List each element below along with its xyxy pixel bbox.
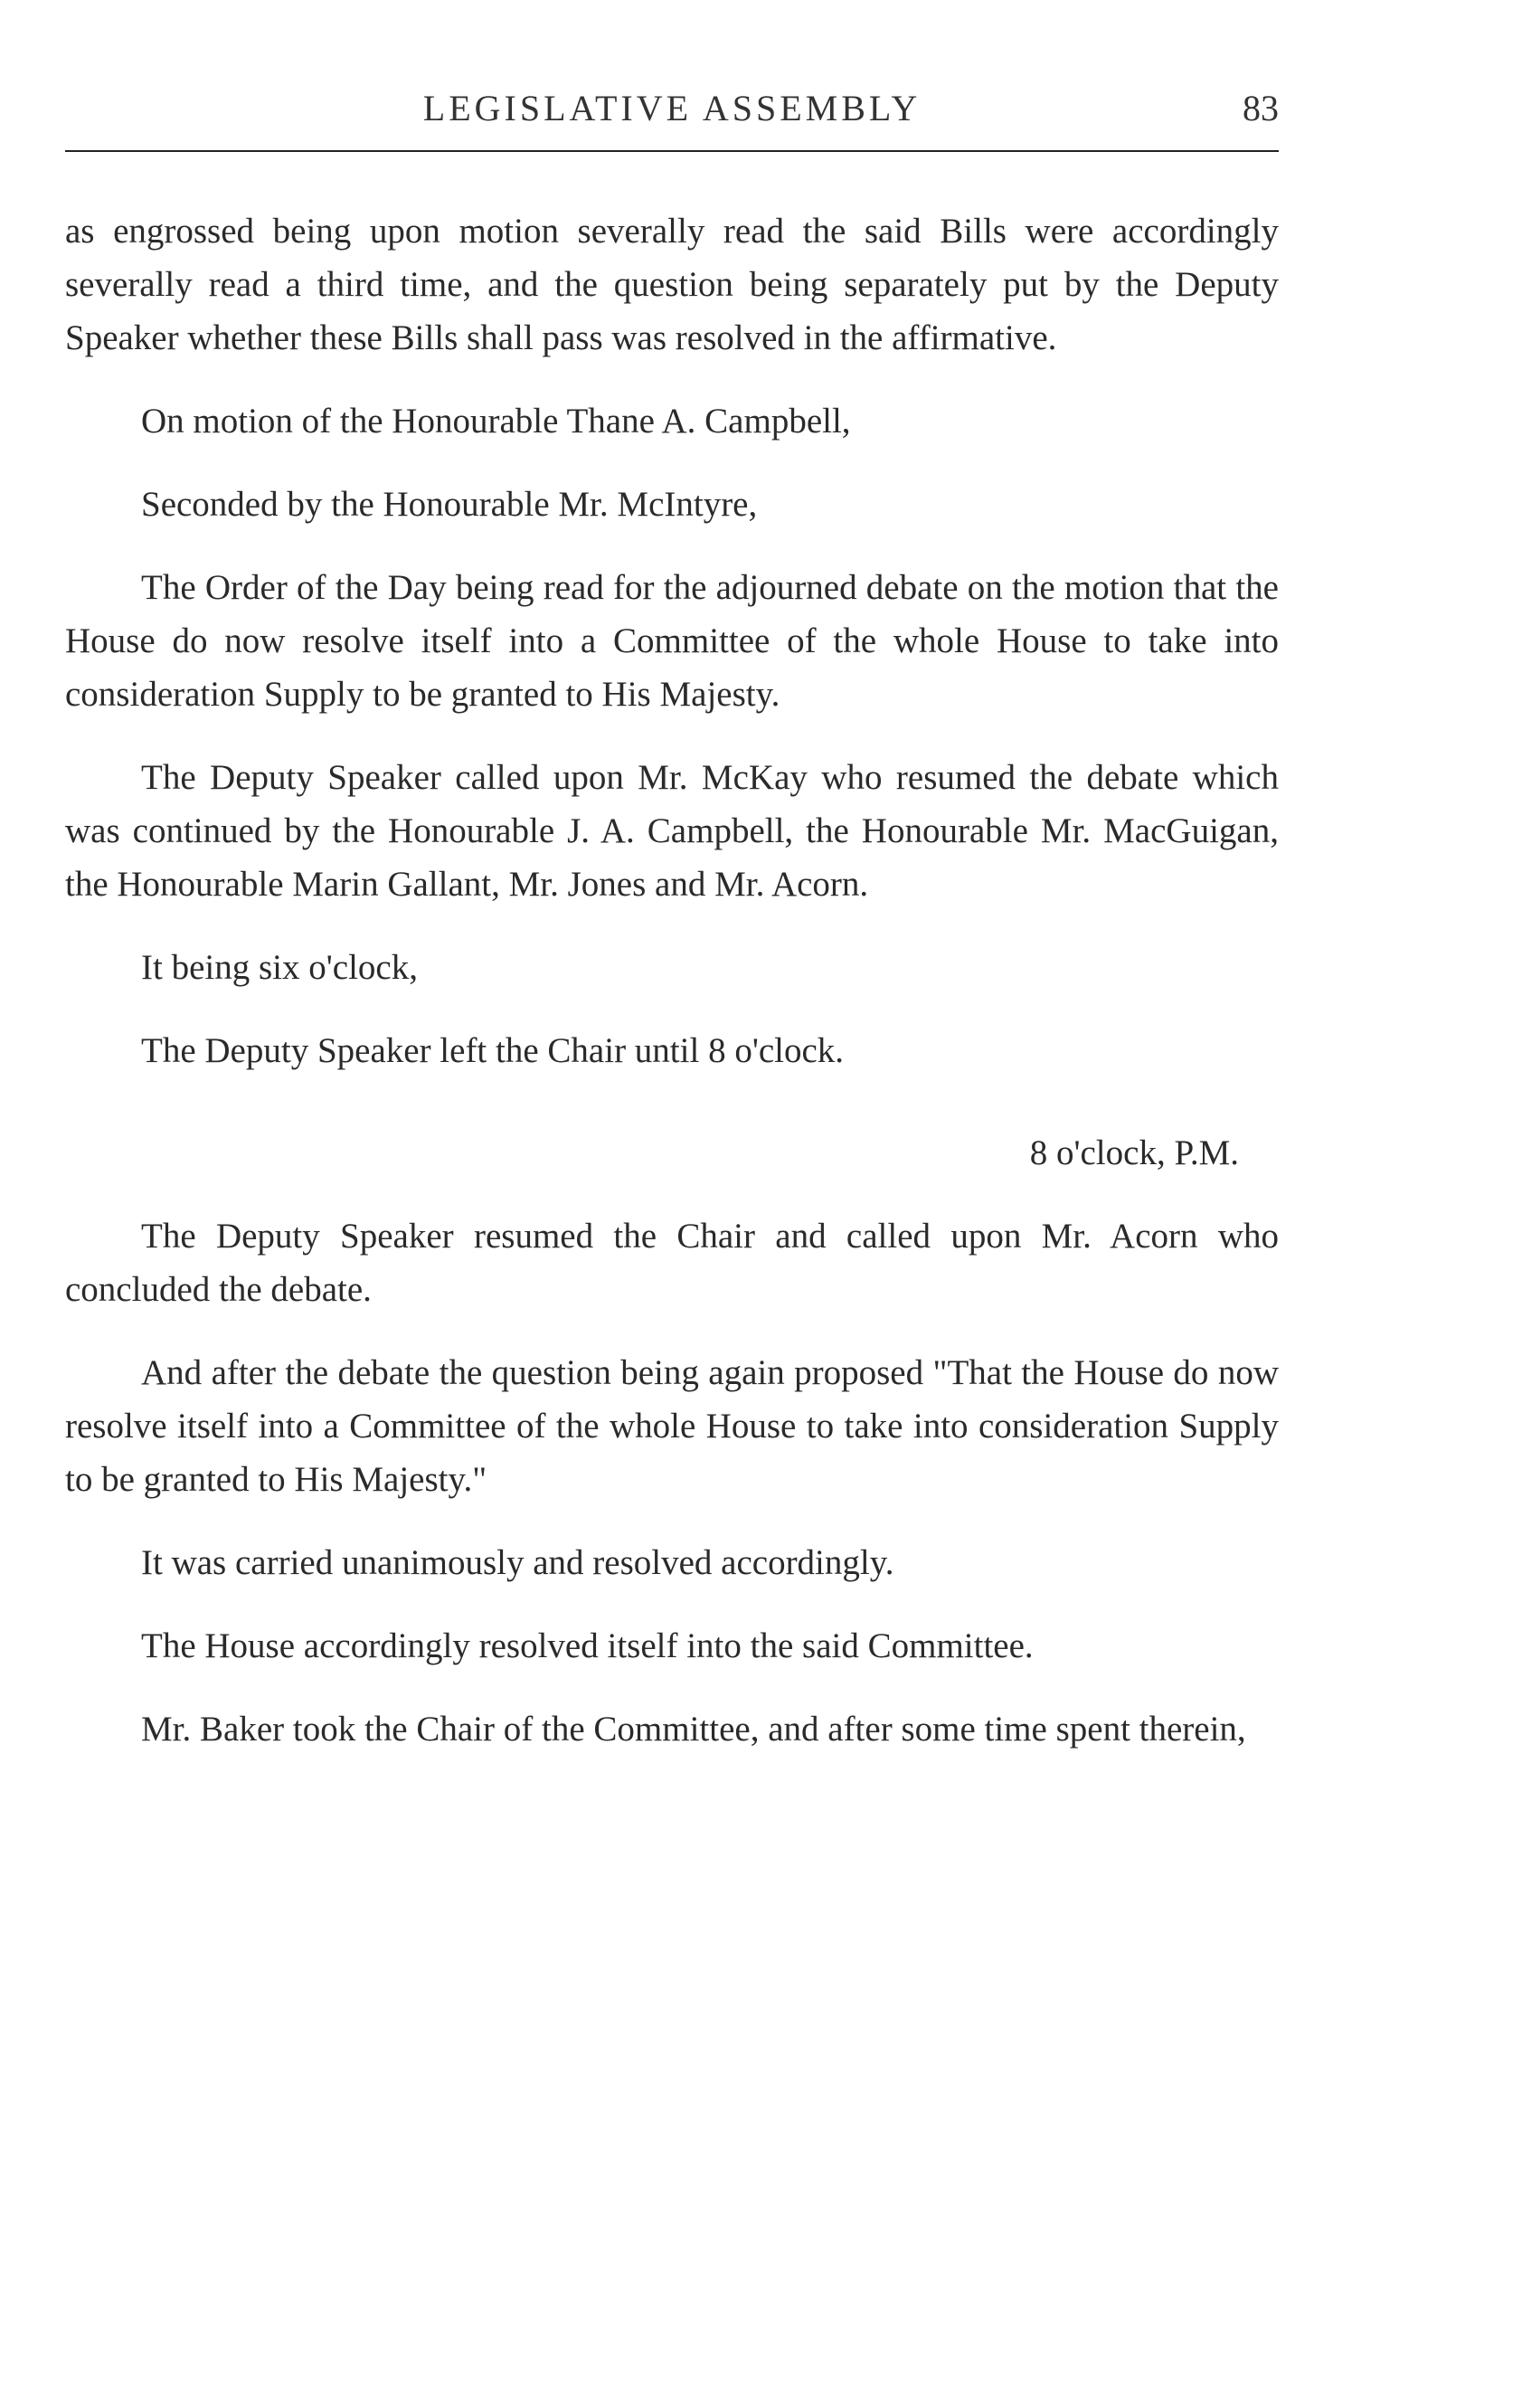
page-number: 83 [1243, 88, 1279, 128]
header-rule-divider [65, 150, 1279, 152]
page-header [65, 87, 1279, 141]
paragraph-question-proposed: And after the debate the question being again proposed "That the House do now resolve itself into a Committee of the whole House to take into consideration Supply to be granted to His Majesty." [65, 1353, 1279, 1499]
paragraph-carried-unanimously: It was carried unanimously and resolved accordingly. [141, 1543, 894, 1582]
paragraph-six-oclock: It being six o'clock, [141, 948, 418, 987]
paragraph-order-of-day: The Order of the Day being read for the adjourned debate on the motion that the House do now resolve itself into a Committee of the whole House to take into consideration Supply to be granted to His Majesty. [65, 568, 1279, 714]
paragraph-bills-third-reading: as engrossed being upon motion severally read the said Bills were accordingly severally read a third time, and the question being separately put by the Deputy Speaker whether these Bills shall pass was resolved in the affirmative. [65, 212, 1279, 357]
paragraph-committee-chair: Mr. Baker took the Chair of the Committee, and after some time spent therein, [141, 1710, 1246, 1749]
time-marker-evening: 8 o'clock, P.M. [1029, 1133, 1239, 1172]
paragraph-speaker-left-chair: The Deputy Speaker left the Chair until 8 o'clock. [141, 1031, 845, 1070]
paragraph-debate-resumed: The Deputy Speaker called upon Mr. McKay who resumed the debate which was continued by the Honourable J. A. Campbell, the Honourable Mr. MacGuigan, the Honourable Marin Gallant, Mr. Jones and Mr. Acorn. [65, 758, 1279, 904]
paragraph-house-resolved: The House accordingly resolved itself into the said Committee. [141, 1626, 1034, 1665]
journal-body-text [65, 204, 1279, 1786]
paragraph-motion-mover: On motion of the Honourable Thane A. Campbell, [141, 402, 851, 441]
paragraph-speaker-resumed: The Deputy Speaker resumed the Chair and called upon Mr. Acorn who concluded the debate. [65, 1217, 1279, 1309]
running-head-title: LEGISLATIVE ASSEMBLY [422, 88, 922, 128]
paragraph-motion-seconder: Seconded by the Honourable Mr. McIntyre, [141, 485, 758, 524]
